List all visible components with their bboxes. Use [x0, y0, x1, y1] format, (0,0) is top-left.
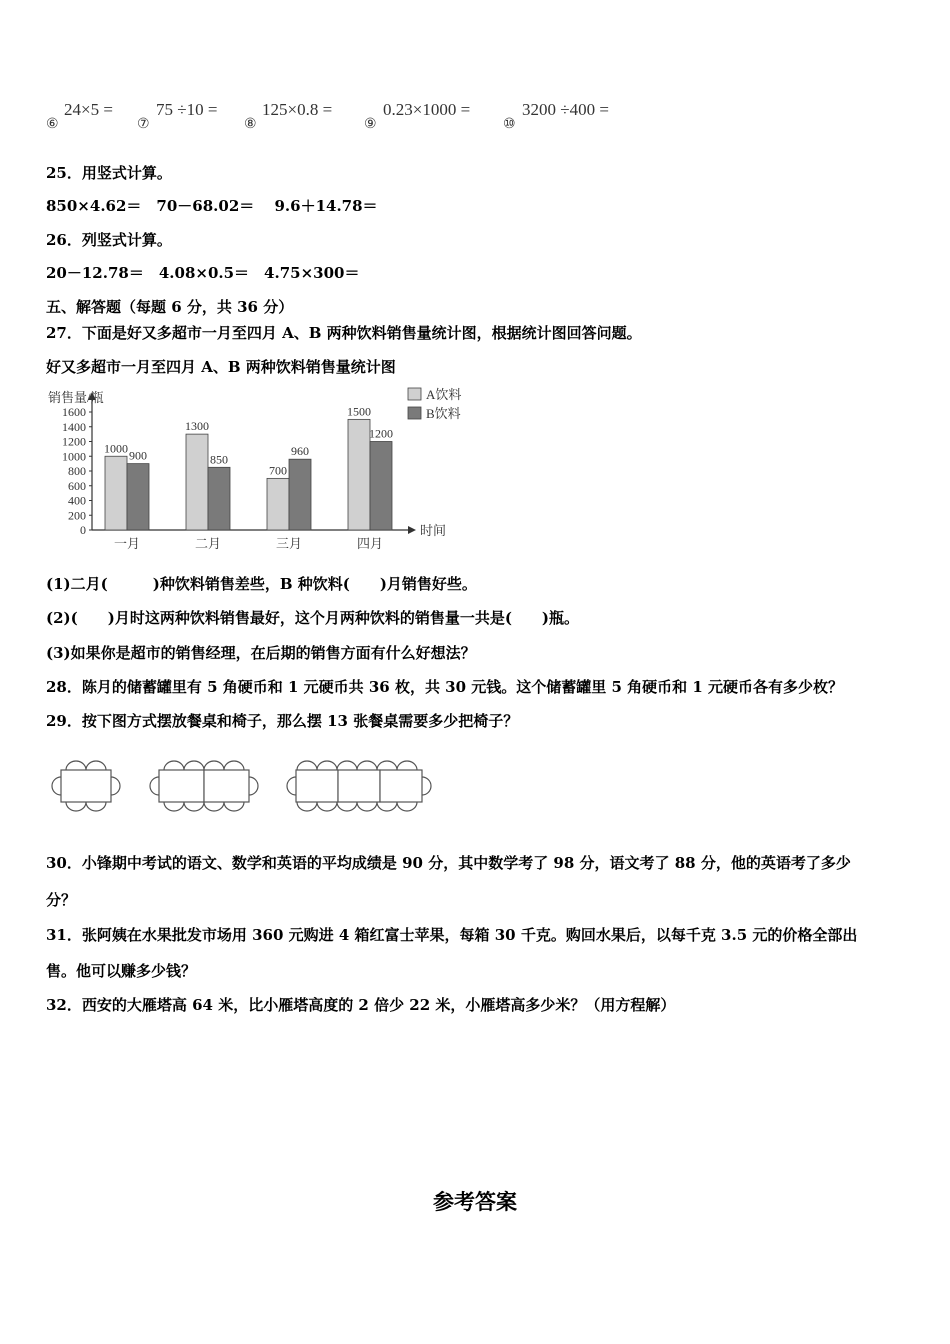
q27-sub1: (1)二月( )种饮料销售差些，B 种饮料( )月销售好些。 [46, 575, 477, 593]
q28-text: 28．陈月的储蓄罐里有 5 角硬币和 1 元硬币共 36 枚，共 30 元钱。这个储蓄罐里 5 角硬币和 1 元硬币各有多少枚？ [46, 678, 844, 696]
calc-6-number: ⑥ [46, 116, 59, 132]
calc-8-expr: 125×0.8 = [262, 100, 333, 119]
data-label: 960 [291, 444, 309, 459]
y-tick-label: 1400 [62, 419, 86, 434]
q30-line1: 30．小锋期中考试的语文、数学和英语的平均成绩是 90 分，其中数学考了 98 分，语文考了 88 分，他的英语考了多少 [46, 854, 851, 872]
q32-text: 32．西安的大雁塔高 64 米，比小雁塔高度的 2 倍少 22 米，小雁塔高多少米？（用方程解） [46, 996, 676, 1014]
legend-swatch [408, 407, 421, 419]
bar-B饮料-四月 [370, 442, 392, 531]
y-tick-label: 200 [68, 508, 86, 523]
calc-6-expr: 24×5 = [64, 100, 113, 119]
legend-swatch [408, 388, 421, 400]
bar-A饮料-四月 [348, 419, 370, 530]
y-tick-label: 1600 [62, 405, 86, 419]
category-label: 三月 [275, 536, 303, 551]
bar-A饮料-一月 [105, 456, 127, 530]
three-tables-arrangement [287, 761, 431, 811]
y-tick-label: 1200 [62, 434, 86, 449]
y-tick-label: 800 [68, 464, 86, 478]
category-label: 二月 [194, 536, 222, 551]
data-label: 1000 [104, 441, 128, 456]
q25-title: 25．用竖式计算。 [46, 164, 172, 182]
calc-9-number: ⑨ [364, 116, 377, 132]
bar-B饮料-一月 [127, 464, 149, 530]
y-axis-label: 销售量/瓶 [48, 390, 104, 405]
q27-text: 27．下面是好又多超市一月至四月 A、B 两种饮料销售量统计图，根据统计图回答问题。 [46, 324, 642, 342]
y-tick-label: 1000 [62, 449, 86, 464]
data-label: 1500 [347, 404, 371, 419]
q30-line2: 分？ [46, 891, 77, 909]
calc-8-number: ⑧ [244, 116, 257, 132]
data-label: 850 [210, 452, 228, 467]
two-tables-arrangement [150, 761, 258, 811]
data-label: 1200 [369, 426, 393, 441]
chart-caption: 好又多超市一月至四月 A、B 两种饮料销售量统计图 [46, 358, 396, 376]
q29-text: 29．按下图方式摆放餐桌和椅子，那么摆 13 张餐桌需要多少把椅子？ [46, 712, 519, 730]
legend-label: B饮料 [426, 406, 461, 421]
y-tick-label: 600 [68, 478, 86, 493]
section-5-heading: 五、解答题（每题 6 分，共 36 分） [46, 298, 294, 316]
data-label: 900 [129, 448, 147, 463]
bar-B饮料-二月 [208, 467, 230, 530]
q27-sub2: (2)( )月时这两种饮料销售最好，这个月两种饮料的销售量一共是( )瓶。 [46, 609, 580, 627]
x-axis-arrow [408, 526, 416, 534]
data-label: 1300 [185, 419, 209, 434]
q26-items: 20－12.78＝ 4.08×0.5＝ 4.75×300＝ [46, 264, 360, 282]
bar-B饮料-三月 [289, 459, 311, 530]
calc-10-number: ⑩ [503, 116, 516, 132]
legend-label: A饮料 [426, 387, 462, 402]
q31-line1: 31．张阿姨在水果批发市场用 360 元购进 4 箱红富士苹果，每箱 30 千克。购回水果后，以每千克 3.5 元的价格全部出 [46, 926, 858, 944]
q25-items: 850×4.62＝ 70－68.02＝ 9.6＋14.78＝ [46, 197, 378, 215]
q27-sub3: (3)如果你是超市的销售经理，在后期的销售方面有什么好想法？ [46, 644, 476, 662]
calc-7-number: ⑦ [137, 116, 150, 132]
sales-bar-chart [40, 380, 490, 558]
calc-7-expr: 75 ÷10 = [156, 100, 218, 119]
category-label: 四月 [356, 536, 384, 551]
q26-title: 26．列竖式计算。 [46, 231, 172, 249]
y-tick-label: 0 [80, 523, 86, 537]
calc-10-expr: 3200 ÷400 = [522, 100, 609, 119]
bar-A饮料-二月 [186, 434, 208, 530]
x-axis-label: 时间 [420, 523, 447, 538]
tables-chairs-figure [44, 756, 444, 816]
answer-heading: 参考答案 [433, 1189, 517, 1214]
q31-line2: 售。他可以赚多少钱？ [46, 962, 197, 980]
category-label: 一月 [113, 536, 141, 551]
one-table-arrangement [52, 761, 120, 811]
bar-A饮料-三月 [267, 478, 289, 530]
data-label: 700 [269, 463, 287, 478]
y-tick-label: 400 [68, 493, 86, 508]
calc-9-expr: 0.23×1000 = [383, 100, 471, 119]
